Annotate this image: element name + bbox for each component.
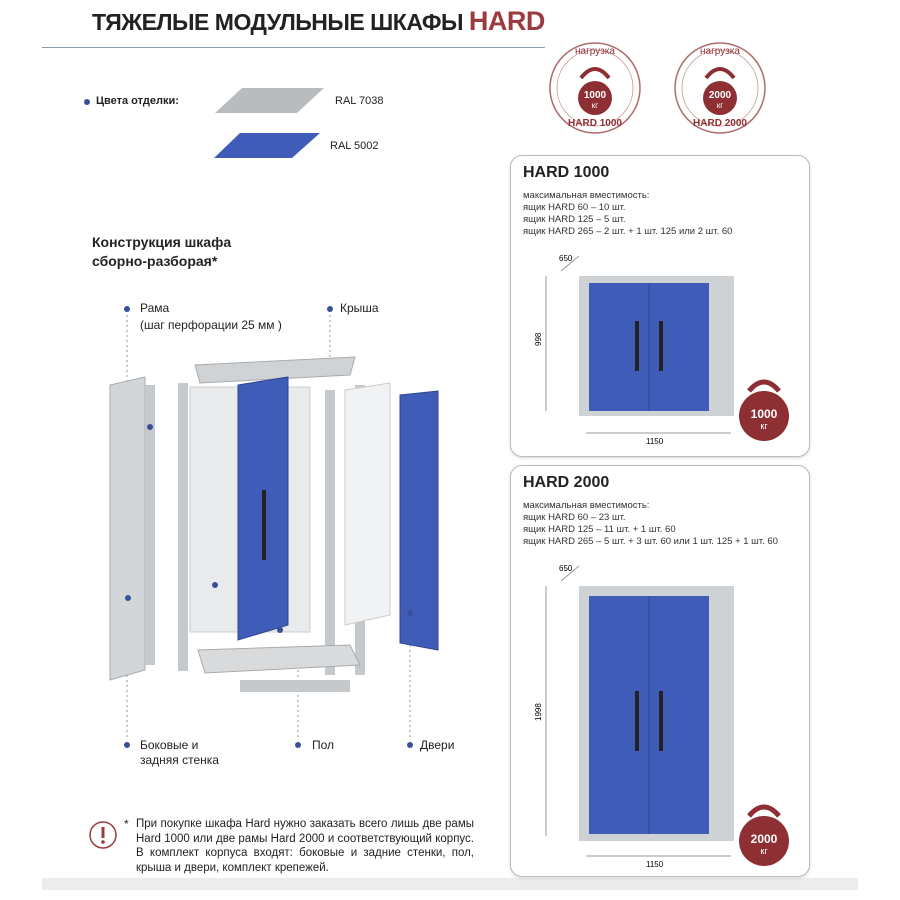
bullet [84,99,90,105]
exploded-cabinet-illustration [90,295,470,755]
dim-width: 1150 [646,437,664,446]
badge-top: нагрузка [575,46,615,57]
load-badges [545,38,775,138]
dim-width: 1150 [646,860,664,869]
swatch-gray [215,88,324,113]
cabinet-1000-drawing [531,251,806,451]
footer-band [42,878,858,890]
construction-heading: Конструкция шкафа сборно-разборая* [92,234,232,269]
load-value: 2000 [750,832,778,846]
load-value: 1000 [750,407,778,421]
card-title: HARD 2000 [523,474,610,491]
card-hard-2000 [510,465,810,877]
label-frame-note: (шаг перфорации 25 мм ) [140,318,282,332]
label-sides: Боковые и задняя стенка [140,738,219,767]
note-asterisk: * [124,817,129,831]
badge-top: нагрузка [700,46,740,57]
divider [42,47,545,48]
card-hard-1000 [510,155,810,457]
color-swatches [212,86,327,161]
label-doors: Двери [420,738,455,752]
card-specs: максимальная вместимость: ящик HARD 60 – 10 шт. ящик HARD 125 – 5 шт. ящик HARD 265 – 2 шт. + 1 шт. 125 или 2 шт. 60 [523,190,733,237]
dim-height: 998 [534,332,543,346]
badge-2000 [675,43,765,133]
badge-1000 [550,43,640,133]
badge-unit: кг [591,101,599,110]
page-title: ТЯЖЕЛЫЕ МОДУЛЬНЫЕ ШКАФЫ HARD [92,6,545,36]
cabinet-2000-drawing [531,561,806,873]
badge-bottom: HARD 2000 [693,118,747,129]
badge-unit: кг [716,101,724,110]
load-unit: кг [760,421,768,431]
footnote: При покупке шкафа Hard нужно заказать всего лишь две рамы Hard 1000 или две рамы Hard 2000 и соответствующий корпус. В комплект корпуса входят: боковые и задние стенки, пол, крыша и двери, комплект крепежей. [136,818,474,874]
label-roof: Крыша [340,301,379,315]
swatch-blue [214,133,320,158]
warning-icon [88,820,118,850]
card-title: HARD 1000 [523,164,610,181]
badge-bottom: HARD 1000 [568,118,622,129]
card-specs: максимальная вместимость: ящик HARD 60 – 23 шт. ящик HARD 125 – 11 шт. + 1 шт. 60 ящик HARD 265 – 5 шт. + 3 шт. 60 или 1 шт. 125 + 1 шт. 60 [523,500,778,547]
dim-height: 1998 [534,703,543,721]
colors-label: Цвета отделки: [96,95,179,107]
dim-depth: 650 [559,564,573,573]
color-name: RAL 5002 [330,140,379,152]
label-frame: Рама [140,301,170,315]
badge-value: 1000 [583,90,607,101]
color-name: RAL 7038 [335,95,384,107]
badge-value: 2000 [708,90,732,101]
load-unit: кг [760,846,768,856]
dim-depth: 650 [559,254,573,263]
label-floor: Пол [312,738,335,752]
